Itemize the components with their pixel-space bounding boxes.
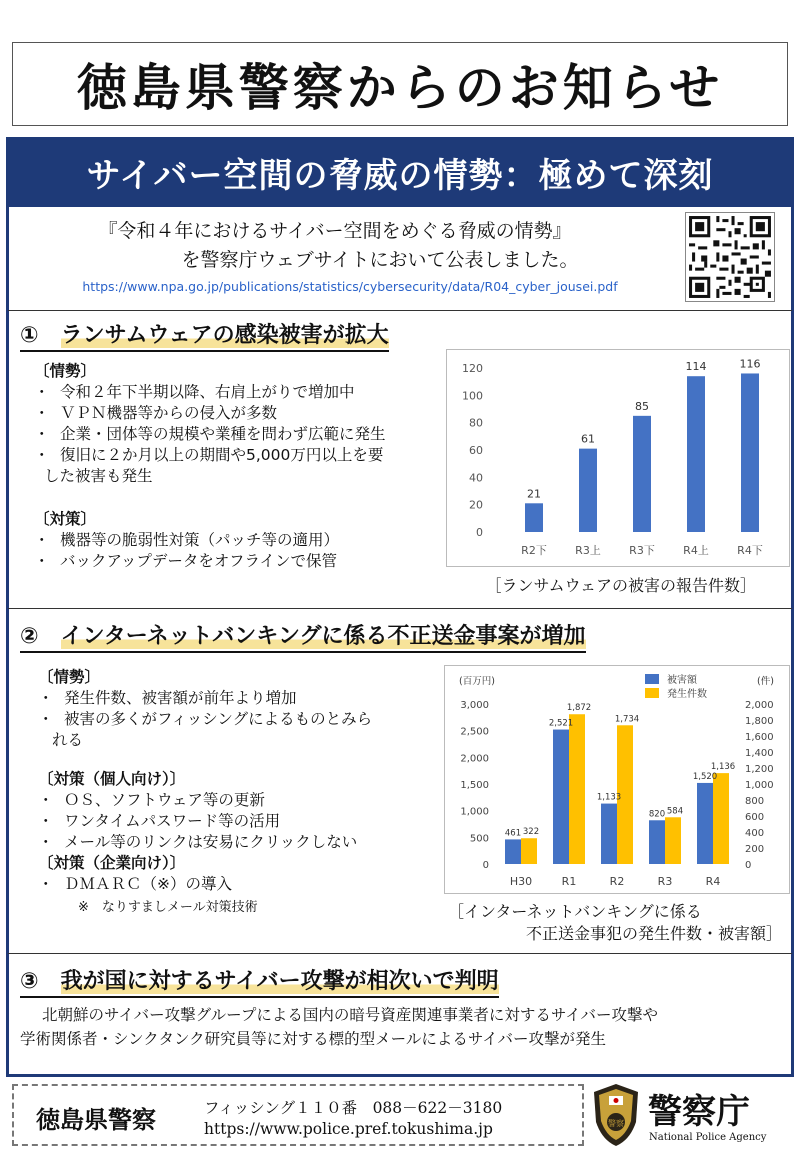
notice-title: 徳島県警察からのお知らせ [76, 59, 724, 117]
bar [713, 773, 729, 864]
data-label: 584 [666, 806, 684, 817]
data-label: 114 [685, 360, 707, 374]
footer-org: 徳島県警察 [36, 1106, 156, 1134]
ransomware-chart [447, 350, 791, 568]
y-right-tick-label: 1,800 [745, 716, 774, 727]
list-item: ・ 発生件数、被害額が前年より増加 [38, 689, 297, 707]
y-right-tick-label: 1,600 [745, 732, 774, 743]
section2-personal-heading: 〔対策（個人向け）〕 [38, 770, 186, 788]
y-right-tick-label: 1,200 [745, 764, 774, 775]
y-right-tick-label: 600 [745, 812, 765, 823]
divider [8, 310, 792, 311]
x-tick-label: R3上 [575, 544, 601, 557]
notice-header [12, 42, 788, 126]
legend-label: 発生件数 [667, 689, 707, 700]
report-link[interactable]: https://www.npa.go.jp/publications/statistics/cybersecurity/data/R04_cyber_jousei.pdf [82, 279, 618, 294]
bar [687, 376, 705, 532]
data-label: 61 [581, 432, 595, 446]
y-tick-label: 20 [469, 498, 483, 512]
section2-number: ② [20, 624, 39, 649]
section2-title: インターネットバンキングに係る不正送金事案が増加 [60, 624, 586, 649]
bar [553, 730, 569, 864]
y-right-tick-label: 200 [745, 844, 765, 855]
list-item-continuation: した被害も発生 [44, 467, 153, 485]
bar [505, 839, 521, 864]
data-label: 820 [648, 809, 666, 820]
section3-number: ③ [20, 969, 39, 994]
y-left-tick-label: 2,500 [460, 726, 489, 738]
list-item: ・ 被害の多くがフィッシングによるものとみら [38, 710, 373, 728]
divider [8, 953, 792, 954]
list-item: ・ 復旧に２か月以上の期間や5,000万円以上を要 [34, 446, 384, 464]
bar [601, 804, 617, 864]
x-tick-label: R1 [561, 875, 577, 888]
section1-text [34, 361, 444, 572]
x-tick-label: R2 [609, 875, 625, 888]
footnote: ※ なりすましメール対策技術 [78, 900, 258, 915]
x-tick-label: R3下 [629, 544, 655, 557]
y-left-tick-label: 500 [469, 833, 489, 845]
caption-line2: 不正送金事犯の発生件数・被害額］ [525, 924, 782, 943]
list-item: ・ ＯＳ、ソフトウェア等の更新 [38, 791, 265, 809]
bar [521, 838, 537, 864]
police-emblem-icon [590, 1082, 642, 1148]
data-label: 1,133 [596, 792, 622, 803]
list-item: ・ 令和２年下半期以降、右肩上がりで増加中 [34, 383, 355, 401]
x-tick-label: H30 [509, 875, 533, 888]
x-tick-label: R4上 [683, 544, 709, 557]
bar [741, 373, 759, 532]
list-item: ・ ワンタイムパスワード等の活用 [38, 812, 281, 830]
phishing-hotline[interactable]: フィッシング１１０番 088－622－3180 [204, 1099, 503, 1117]
data-label: 2,521 [548, 718, 574, 729]
list-item-continuation: れる [52, 731, 84, 749]
logo-text: 警察 [608, 1119, 624, 1128]
intro-line1: 『令和４年におけるサイバー空間をめぐる脅威の情勢』 [98, 220, 572, 242]
banner-title: サイバー空間の脅威の情勢：極めて深刻 [86, 155, 714, 196]
section3-title: 我が国に対するサイバー攻撃が相次いで判明 [60, 969, 499, 994]
y-tick-label: 120 [462, 362, 483, 375]
banner [6, 137, 794, 207]
ransomware-chart-frame [446, 349, 790, 567]
y-right-tick-label: 2,000 [745, 700, 774, 711]
list-item: ・ ＤＭＡＲＣ（※）の導入 [38, 875, 232, 893]
x-tick-label: R4 [705, 875, 721, 888]
legend-swatch [645, 674, 659, 684]
legend-label: 被害額 [667, 675, 697, 686]
data-label: 461 [504, 828, 522, 839]
section1-heading [20, 318, 389, 349]
y-left-tick-label: 1,500 [460, 780, 489, 791]
data-label: 1,872 [566, 703, 592, 714]
bar [649, 820, 665, 864]
bar [697, 783, 713, 864]
y-tick-label: 80 [469, 416, 483, 430]
intro-line2: を警察庁ウェブサイトにおいて公表しました。 [181, 249, 579, 271]
data-label: 1,136 [710, 762, 736, 773]
data-label: 1,734 [614, 714, 640, 725]
intro [20, 216, 680, 294]
left-axis-unit: (百万円) [459, 676, 495, 687]
bar [525, 503, 543, 532]
section3-heading [20, 964, 499, 995]
bar [665, 817, 681, 864]
data-label: 1,520 [692, 771, 718, 782]
y-right-tick-label: 1,400 [745, 748, 774, 759]
bar [579, 449, 597, 532]
banking-chart [445, 666, 791, 895]
y-tick-label: 60 [469, 444, 483, 457]
list-item: ・ 企業・団体等の規模や業種を問わず広範に発生 [34, 425, 386, 443]
agency-name: 警察庁 [648, 1092, 750, 1132]
section1-situation-heading: 〔情勢〕 [34, 362, 97, 380]
y-right-tick-label: 0 [745, 860, 752, 871]
caption-line1: ［インターネットバンキングに係る [448, 902, 702, 921]
police-website-link[interactable]: https://www.police.pref.tokushima.jp [204, 1120, 493, 1138]
section2-corporate-heading: 〔対策（企業向け）〕 [38, 854, 186, 872]
section1-measures-heading: 〔対策〕 [34, 510, 97, 528]
data-label: 85 [635, 399, 649, 413]
y-right-tick-label: 400 [745, 828, 765, 839]
data-label: 322 [522, 827, 540, 838]
y-right-tick-label: 800 [745, 796, 765, 807]
divider [8, 608, 792, 609]
agency-name-en: National Police Agency [649, 1132, 767, 1143]
section1-title: ランサムウェアの感染被害が拡大 [60, 323, 389, 348]
y-left-tick-label: 3,000 [460, 700, 489, 711]
ransomware-chart-caption: ［ランサムウェアの被害の報告件数］ [485, 576, 756, 595]
y-left-tick-label: 2,000 [460, 753, 489, 765]
section2-text [38, 667, 448, 918]
data-label: 21 [527, 487, 541, 501]
banking-chart-caption [440, 901, 782, 945]
y-tick-label: 100 [462, 389, 483, 403]
list-item: ・ 機器等の脆弱性対策（パッチ等の適用） [34, 531, 340, 549]
contact-footer [12, 1084, 584, 1146]
x-tick-label: R2下 [521, 544, 547, 557]
section3-line1: 北朝鮮のサイバー攻撃グループによる国内の暗号資産関連事業者に対するサイバー攻撃や [42, 1006, 658, 1024]
banking-chart-frame [444, 665, 790, 894]
y-left-tick-label: 0 [482, 860, 489, 871]
data-label: 116 [739, 357, 761, 371]
section3-line2: 学術関係者・シンクタンク研究員等に対する標的型メールによるサイバー攻撃が発生 [20, 1030, 606, 1048]
legend-swatch [645, 688, 659, 698]
section2-situation-heading: 〔情勢〕 [38, 668, 101, 686]
list-item: ・ ＶＰＮ機器等からの侵入が多数 [34, 404, 278, 422]
right-axis-unit: (件) [757, 676, 774, 687]
y-tick-label: 40 [469, 471, 483, 485]
section3-text [20, 1003, 790, 1051]
x-tick-label: R4下 [737, 544, 763, 557]
y-tick-label: 0 [476, 526, 483, 539]
x-tick-label: R3 [657, 875, 673, 888]
bar [633, 416, 651, 532]
qr-code[interactable] [685, 212, 775, 302]
y-left-tick-label: 1,000 [460, 806, 489, 818]
list-item: ・ メール等のリンクは安易にクリックしない [38, 833, 358, 851]
section2-heading [20, 619, 586, 650]
y-right-tick-label: 1,000 [745, 780, 774, 791]
list-item: ・ バックアップデータをオフラインで保管 [34, 552, 337, 570]
bar [569, 714, 585, 864]
section1-number: ① [20, 323, 39, 348]
